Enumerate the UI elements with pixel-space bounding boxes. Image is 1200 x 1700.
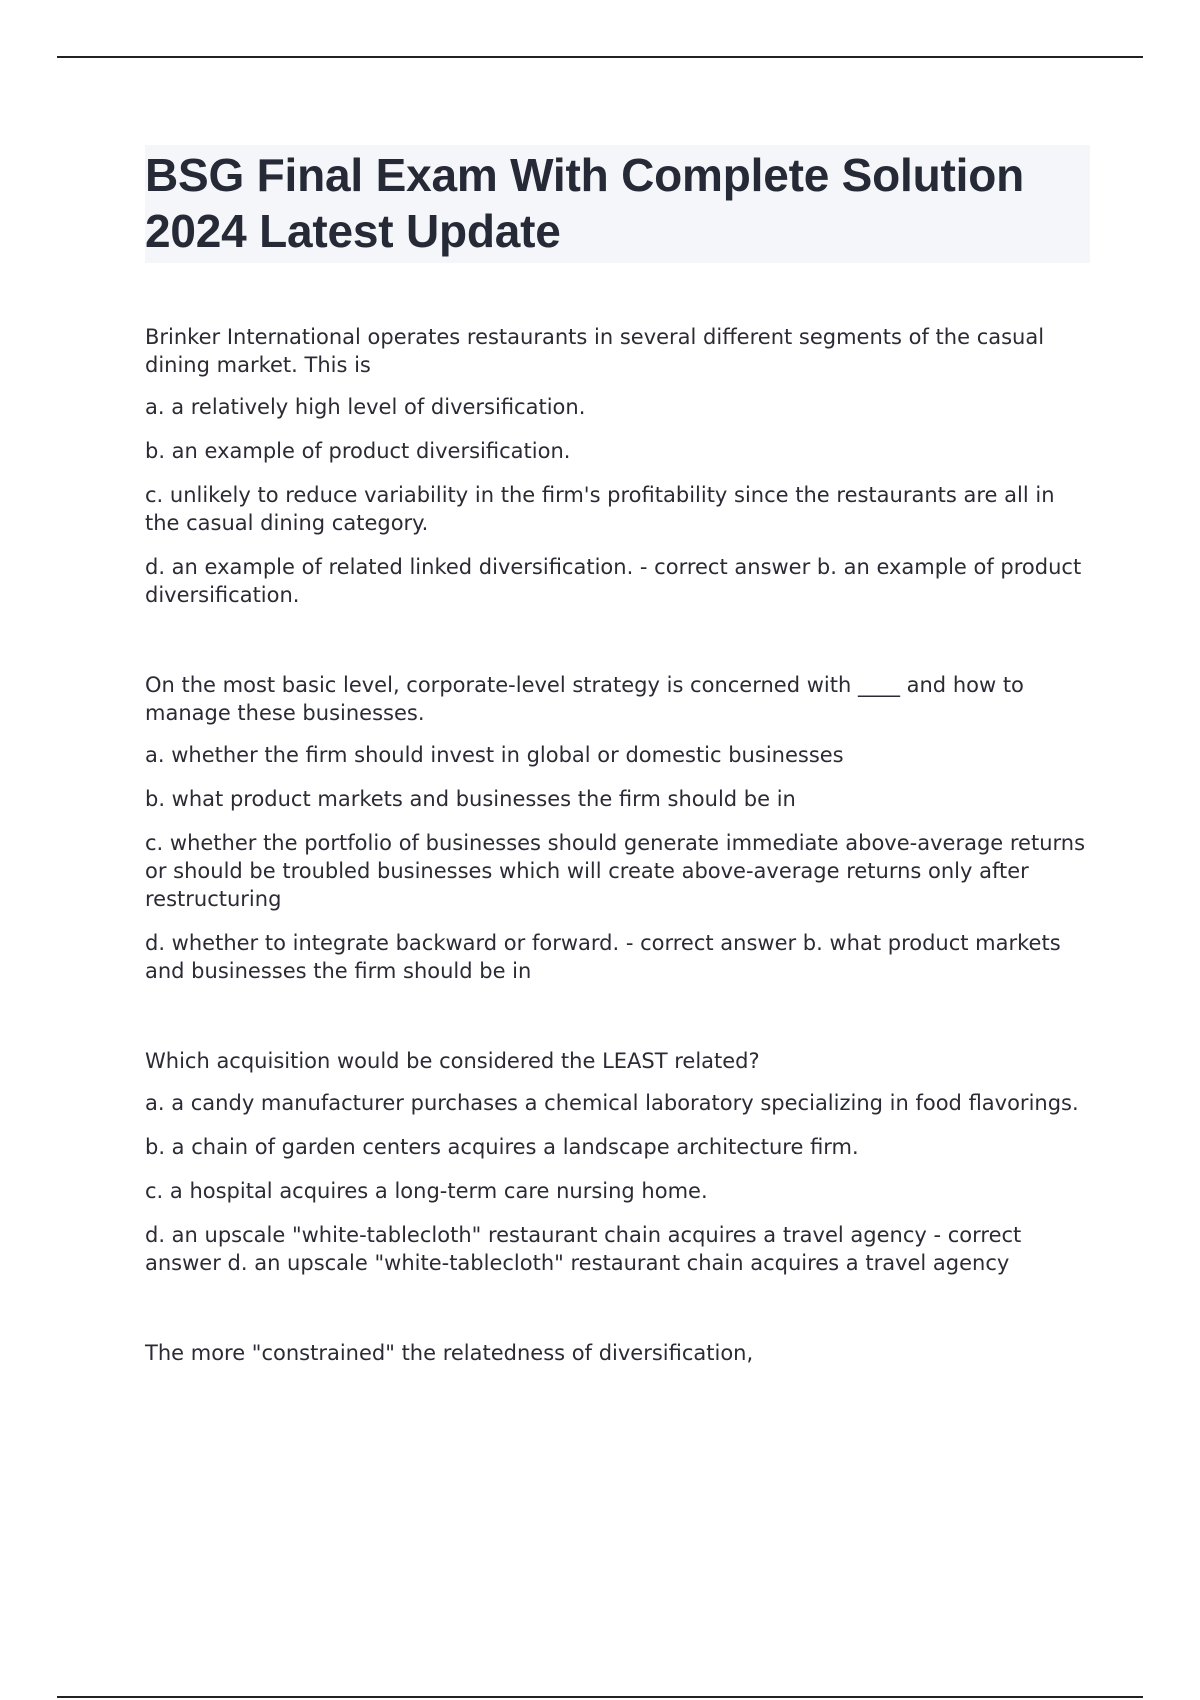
answer-option: b. a chain of garden centers acquires a landscape architecture firm. bbox=[145, 1135, 859, 1159]
question-text: Which acquisition would be considered the LEAST related? bbox=[145, 1049, 760, 1073]
question-block bbox=[145, 1339, 1090, 1367]
bottom-rule bbox=[57, 1696, 1143, 1698]
document-title: BSG Final Exam With Complete Solution 2024 Latest Update bbox=[145, 149, 1025, 257]
question-text: On the most basic level, corporate-level strategy is concerned with ____ and how to manage these businesses. bbox=[145, 673, 1024, 725]
answer-option: d. an upscale "white-tablecloth" restaurant chain acquires a travel agency - correct answer d. an upscale "white-tablecloth" restaurant chain acquires a travel agency bbox=[145, 1223, 1022, 1275]
answer-option: d. whether to integrate backward or forward. - correct answer b. what product markets and businesses the firm should be in bbox=[145, 931, 1061, 983]
answer-option: c. a hospital acquires a long-term care nursing home. bbox=[145, 1179, 708, 1203]
question-block bbox=[145, 1047, 1090, 1277]
answer-option: a. whether the firm should invest in global or domestic businesses bbox=[145, 743, 844, 767]
answer-option: b. what product markets and businesses the firm should be in bbox=[145, 787, 796, 811]
question-text: The more "constrained" the relatedness of diversification, bbox=[145, 1341, 754, 1365]
answer-option: b. an example of product diversification. bbox=[145, 439, 571, 463]
question-block bbox=[145, 671, 1090, 985]
answer-option: d. an example of related linked diversification. - correct answer b. an example of product diversification. bbox=[145, 555, 1082, 607]
top-rule bbox=[57, 56, 1143, 58]
question-block bbox=[145, 323, 1090, 609]
answer-option: c. whether the portfolio of businesses should generate immediate above-average returns or should be troubled businesses which will create above-average returns only after restructuring bbox=[145, 831, 1086, 911]
question-text: Brinker International operates restaurants in several different segments of the casual dining market. This is bbox=[145, 325, 1045, 377]
answer-option: c. unlikely to reduce variability in the firm's profitability since the restaurants are all in the casual dining category. bbox=[145, 483, 1055, 535]
title-block bbox=[145, 145, 1090, 263]
answer-option: a. a candy manufacturer purchases a chemical laboratory specializing in food flavorings. bbox=[145, 1091, 1079, 1115]
answer-option: a. a relatively high level of diversification. bbox=[145, 395, 586, 419]
document-body bbox=[145, 145, 1090, 1429]
